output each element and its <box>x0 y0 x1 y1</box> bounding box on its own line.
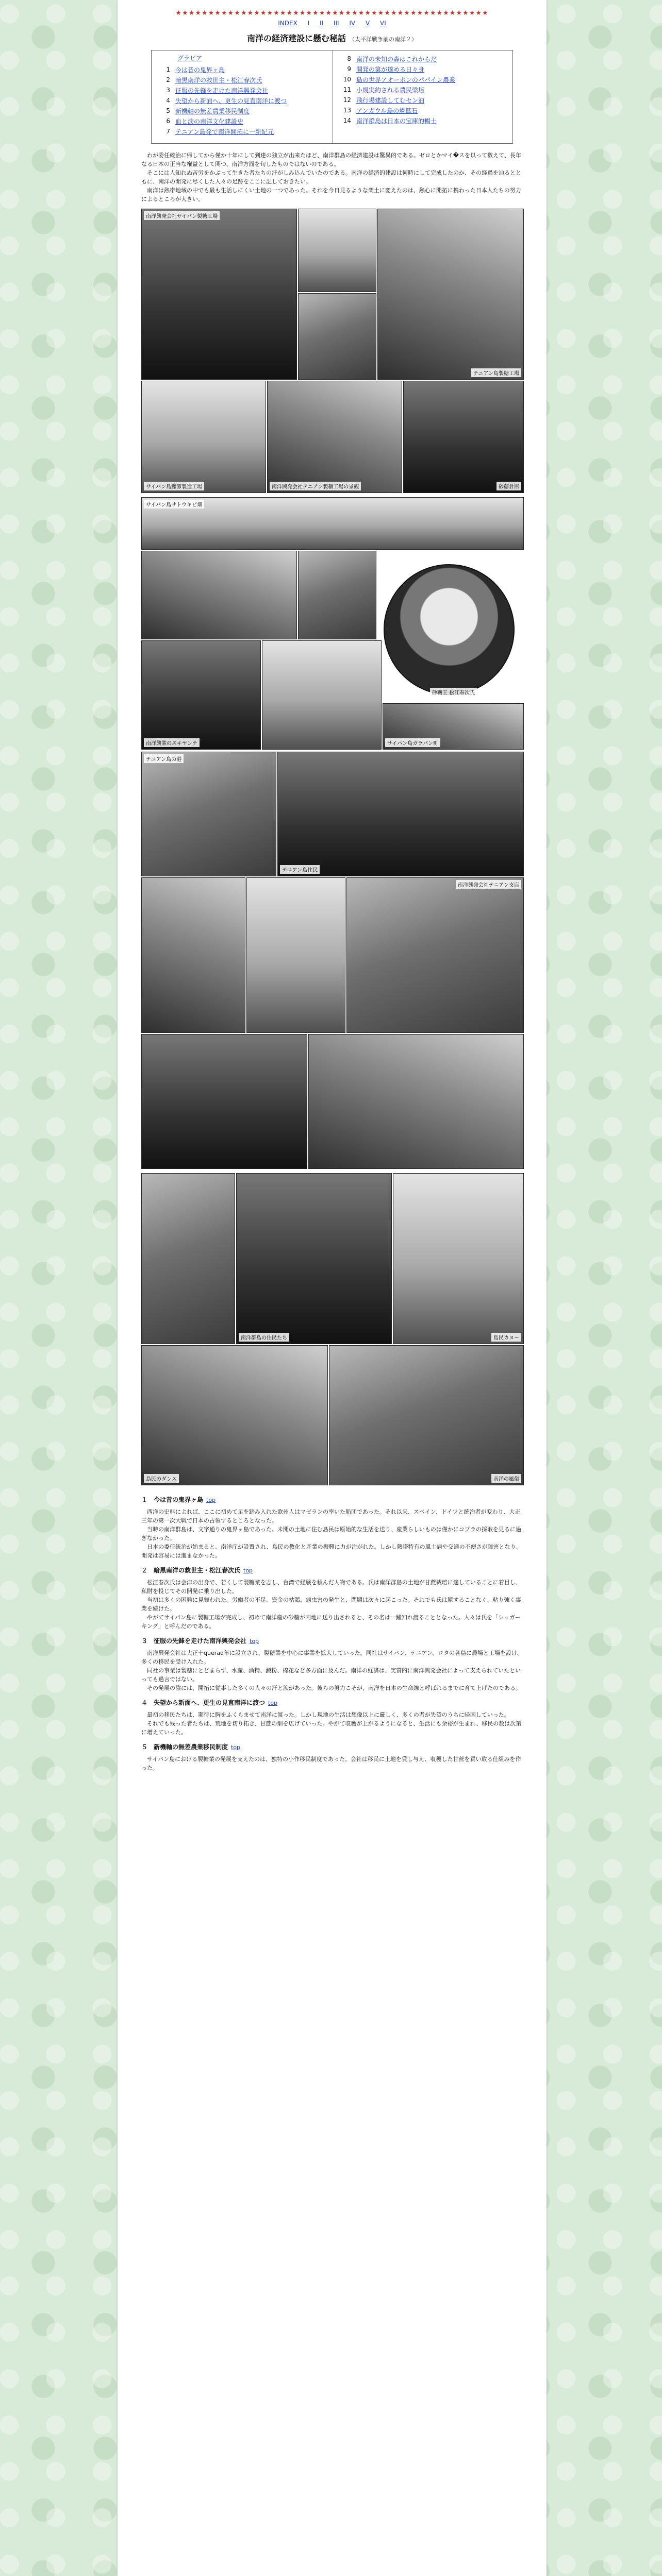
intro-paragraph: 南洋は熱帯地域の中でも最も生活しにくい土地の一つであった。それを今日見るような楽土に変えたのは、熱心に開拓に携わった日本人たちの努力によるところが大きい。 <box>141 187 521 202</box>
toc-link[interactable]: 南洋の未知の森はこれからだ <box>356 55 437 63</box>
photo-islander-group <box>236 1173 392 1344</box>
page-title <box>118 32 547 44</box>
photo-workers <box>298 551 376 639</box>
toc-link[interactable]: アンガウル島の燐鉱石 <box>356 107 418 114</box>
top-link[interactable]: top <box>250 1638 259 1645</box>
toc-link[interactable]: 島の世界アオーポンのパパイン農業 <box>356 76 455 83</box>
photo-sugar-factory <box>141 209 297 380</box>
page-link-5[interactable]: V <box>365 20 370 27</box>
section-paragraph: 当時の南洋群島は、文字通りの鬼界ヶ島であった。未開の土地に住む島民は原始的な生活を送り、産業らしいものは僅かにコプラの採取を見るに過ぎなかった。 <box>141 1526 521 1541</box>
section-paragraph: その発展の陰には、開拓に従事した多くの人々の汗と涙があった。彼らの努力こそが、南洋を日本の生命線と呼ばれるまでに育て上げたのである。 <box>147 1685 521 1691</box>
toc-link[interactable]: 血と涙の南洋文化建設史 <box>175 117 244 125</box>
photo-caption: 島民のダンス <box>144 1474 179 1483</box>
section-paragraph: 同社の事業は製糖にとどまらず、水産、酒精、澱粉、棉花など多方面に及んだ。南洋の経済は、実質的に南洋興発会社によって支えられていたといっても過言ではない。 <box>141 1667 521 1683</box>
top-link[interactable]: top <box>268 1700 278 1706</box>
toc-num: 1 <box>166 66 170 73</box>
section-3 <box>141 1637 523 1692</box>
section-title: ３ 征服の先鋒を走けた南洋興発会社 <box>141 1637 247 1645</box>
intro-paragraph: そこには人知れぬ苦労をかぶって生きた者たちの汗がしみ込んでいたのである。南洋の経済的建設は何時にして完成したのか、その経過を辿るとともに、南洋の開発に尽くした人々の足跡をここに記しておきたい。 <box>141 170 521 185</box>
section-5 <box>141 1743 523 1772</box>
toc-link[interactable]: 征服の先鋒を走けた南洋興発会社 <box>175 87 269 94</box>
toc-num: 14 <box>343 117 351 124</box>
photo-factory-view <box>267 381 402 493</box>
photo-caption: 島民カヌー <box>491 1333 521 1342</box>
page-link-3[interactable]: III <box>333 20 339 27</box>
toc-item <box>157 75 327 85</box>
photo-palms <box>246 877 345 1033</box>
toc-num: 3 <box>166 87 170 94</box>
photo-caption: 南洋興発会社サイパン製糖工場 <box>144 211 220 220</box>
photo-town <box>262 640 382 750</box>
section-paragraph: 松江春次氏は会津の出身で、若くして製糖業を志し、台湾で経験を積んだ人物である。氏は南洋群島の土地が甘蔗栽培に適していることに着目し、私財を投じてその開発に乗り出した。 <box>141 1579 521 1595</box>
photo-caption: テニアン島製糖工場 <box>471 368 521 377</box>
photo-garapan <box>383 703 524 750</box>
section-paragraph: 南洋興発会社は大正十querad年に設立され、製糖業を中心に事業を拡大していった。同社はサイパン、テニアン、ロタの各島に農場と工場を設け、多くの移民を受け入れた。 <box>141 1650 523 1665</box>
toc-link[interactable]: 小規実約される農民梁培 <box>356 86 425 94</box>
section-2 <box>141 1566 523 1631</box>
page-container <box>118 0 547 2576</box>
toc-item <box>157 95 327 106</box>
photo-caption: サイパン島鰹節製造工場 <box>144 482 204 490</box>
toc-item <box>157 64 327 75</box>
page-navigation <box>118 20 547 27</box>
toc-link[interactable]: 今は昔の鬼界ヶ島 <box>175 66 225 74</box>
photo-branch-office <box>346 877 524 1033</box>
page-link-4[interactable]: IV <box>349 20 356 27</box>
section-paragraph: それでも残った者たちは、荒地を切り拓き、甘蔗の畑を広げていった。やがて収穫が上がるようになると、生活にも余裕が生まれ、移民の数は次第に増えていった。 <box>141 1720 522 1736</box>
toc-item <box>338 54 507 64</box>
photo-forest <box>141 1034 307 1169</box>
photo-caption: テニアン島住民 <box>280 865 320 874</box>
toc-gravure-link[interactable]: グラビア <box>177 55 203 62</box>
toc-item <box>338 95 507 105</box>
toc-item <box>157 106 327 116</box>
toc-link[interactable]: 失望から新面へ、更生の見直南洋に渡つ <box>175 97 287 105</box>
page-link-1[interactable]: I <box>307 20 310 27</box>
section-paragraph: やがてサイパン島に製糖工場が完成し、初めて南洋産の砂糖が内地に送り出されると、その名は一躍知れ渡ることとなった。人々は氏を「シュガーキング」と呼んだのである。 <box>141 1614 521 1630</box>
toc-item <box>157 116 327 126</box>
photo-caption: サイパン島サトウキビ畑 <box>144 500 204 509</box>
section-title: ４ 失望から新面へ、更生の見直南洋に渡つ <box>141 1699 266 1706</box>
toc-num: 13 <box>343 107 351 114</box>
toc-link[interactable]: 暗黒南洋の救世主・松江春次氏 <box>175 76 262 84</box>
toc-left-column <box>152 50 332 143</box>
section-heading <box>141 1699 523 1707</box>
section-heading <box>141 1743 523 1752</box>
toc-link[interactable]: テニアン島発で南洋開拓に一新紀元 <box>175 128 274 135</box>
toc-link[interactable]: 飛行場建設してむセン油 <box>356 96 425 104</box>
portrait-caption: 砂糖王 松江春次氏 <box>430 688 477 697</box>
toc-item <box>157 126 327 137</box>
toc-num: 11 <box>343 86 351 93</box>
photo-warehouse <box>403 381 524 493</box>
toc-num: 2 <box>166 76 170 83</box>
toc-item <box>338 64 507 74</box>
table-of-contents <box>151 50 513 144</box>
photo-customs <box>329 1345 524 1485</box>
title-text: 南洋の経済建設に懸む秘話 <box>246 33 346 43</box>
photo-caption: 南洋興発会社テニアン支店 <box>456 880 521 889</box>
section-1 <box>141 1496 523 1560</box>
section-heading <box>141 1637 523 1646</box>
top-link[interactable]: top <box>231 1744 241 1751</box>
section-title: ２ 暗黒南洋の救世主・松江春次氏 <box>141 1567 241 1574</box>
photo-gravure-collage <box>141 209 523 1486</box>
photo-group-people <box>141 551 297 639</box>
photo-caption: 砂糖倉庫 <box>496 482 521 490</box>
toc-item <box>338 84 507 95</box>
toc-link[interactable]: 開発の第が遂める日々身 <box>356 65 425 73</box>
section-paragraph: 当初は多くの困難に見舞われた。労働者の不足、資金の枯渇、病虫害の発生と、問題は次々に起こった。それでも氏は屈することなく、粘り強く事業を続けた。 <box>141 1597 521 1612</box>
toc-item <box>338 115 507 126</box>
photo-port <box>141 752 276 876</box>
photo-landscape <box>298 209 376 292</box>
photo-caption: テニアン島の港 <box>144 754 184 763</box>
photo-caption: 南洋興発会社テニアン製糖工場の景観 <box>270 482 361 490</box>
decorative-star-border <box>118 0 547 18</box>
section-title: １ 今は昔の鬼界ヶ島 <box>141 1496 204 1503</box>
toc-num: 10 <box>343 76 351 83</box>
photo-sukiyante <box>141 640 261 750</box>
section-paragraph: 日本の委任統治が始まると、南洋庁が設置され、島民の教化と産業の振興に力が注がれた。しかし熱帯特有の風土病や交通の不便さが障害となり、開発は容易には進まなかった。 <box>141 1544 522 1559</box>
toc-num: 7 <box>166 128 170 135</box>
star-divider: ★★★★★★★★★★★★★★★★★★★★★★★★★★★★★★★★★★★★★★★★★★★★★★★★ <box>175 9 489 17</box>
photo-caption: サイパン島ガラパン町 <box>385 738 440 747</box>
top-link[interactable]: top <box>206 1497 216 1503</box>
toc-num: 5 <box>166 107 170 114</box>
photo-plantation <box>308 1034 524 1169</box>
section-paragraph: 最初の移民たちは、期待に胸をふくらませて南洋に渡った。しかし現地の生活は想像以上に厳しく、多くの者が失望のうちに帰国していった。 <box>147 1711 510 1718</box>
photo-railway <box>377 209 524 380</box>
toc-right-column <box>332 50 512 143</box>
toc-link[interactable]: 南洋群島は日本の宝庫的暢士 <box>356 117 437 125</box>
photo-building <box>141 877 245 1033</box>
portrait-matsue <box>384 564 515 695</box>
toc-item <box>338 74 507 84</box>
index-link[interactable]: INDEX <box>278 20 297 27</box>
photo-islanders <box>277 752 524 876</box>
photo-canoe <box>393 1173 524 1344</box>
toc-num: 9 <box>347 65 351 73</box>
photo-harbor <box>298 293 376 380</box>
section-heading <box>141 1496 523 1504</box>
section-paragraph: サイパン島における製糖業の発展を支えたのは、独特の小作移民制度であった。会社は移民に土地を貸し与え、収穫した甘蔗を買い取る仕組みを作った。 <box>141 1756 521 1771</box>
toc-item <box>338 105 507 115</box>
photo-caption: 南洋群島の住民たち <box>239 1333 289 1342</box>
page-link-6[interactable]: VI <box>380 20 386 27</box>
intro-paragraph: わが委任統治に帰してから僅か十年にして到達の独立が出来たほど、南洋群島の経済建設は驚異的である。ゼロとかマイ�スを以って数えて、長年なる日本の正当な権益として関つ、南洋方面を旬したものではないのである。 <box>141 152 521 167</box>
toc-link[interactable]: 新機軸の無差農業移民制度 <box>175 107 250 115</box>
subtitle-text: （太平洋戦争前の南洋２） <box>349 36 417 43</box>
toc-num: 4 <box>166 97 170 104</box>
intro-text <box>141 151 523 204</box>
toc-num: 12 <box>343 96 351 104</box>
photo-caption: 南洋興業のスキヤンテ <box>144 738 200 747</box>
photo-dance <box>141 1345 328 1485</box>
section-title: ５ 新機軸の無差農業移民制度 <box>141 1743 228 1751</box>
photo-islanders-standing <box>141 1173 235 1344</box>
photo-caption: 南洋の風俗 <box>491 1474 521 1483</box>
top-link[interactable]: top <box>243 1567 253 1574</box>
section-4 <box>141 1699 523 1737</box>
photo-cane-field <box>141 497 524 550</box>
page-link-2[interactable]: II <box>320 20 324 27</box>
section-heading <box>141 1566 523 1575</box>
toc-num: 8 <box>347 55 351 62</box>
toc-item <box>157 85 327 95</box>
article-body <box>141 1496 523 1772</box>
photo-bonito-factory <box>141 381 266 493</box>
toc-num: 6 <box>166 117 170 125</box>
section-paragraph: 西洋の史料によれば、ここに初めて足を踏み入れた欧州人はマゼランの率いた船団であった。それ以来、スペイン、ドイツと統治者が変わり、大正三年の第一次大戦で日本の占領するところとなった。 <box>141 1509 521 1524</box>
